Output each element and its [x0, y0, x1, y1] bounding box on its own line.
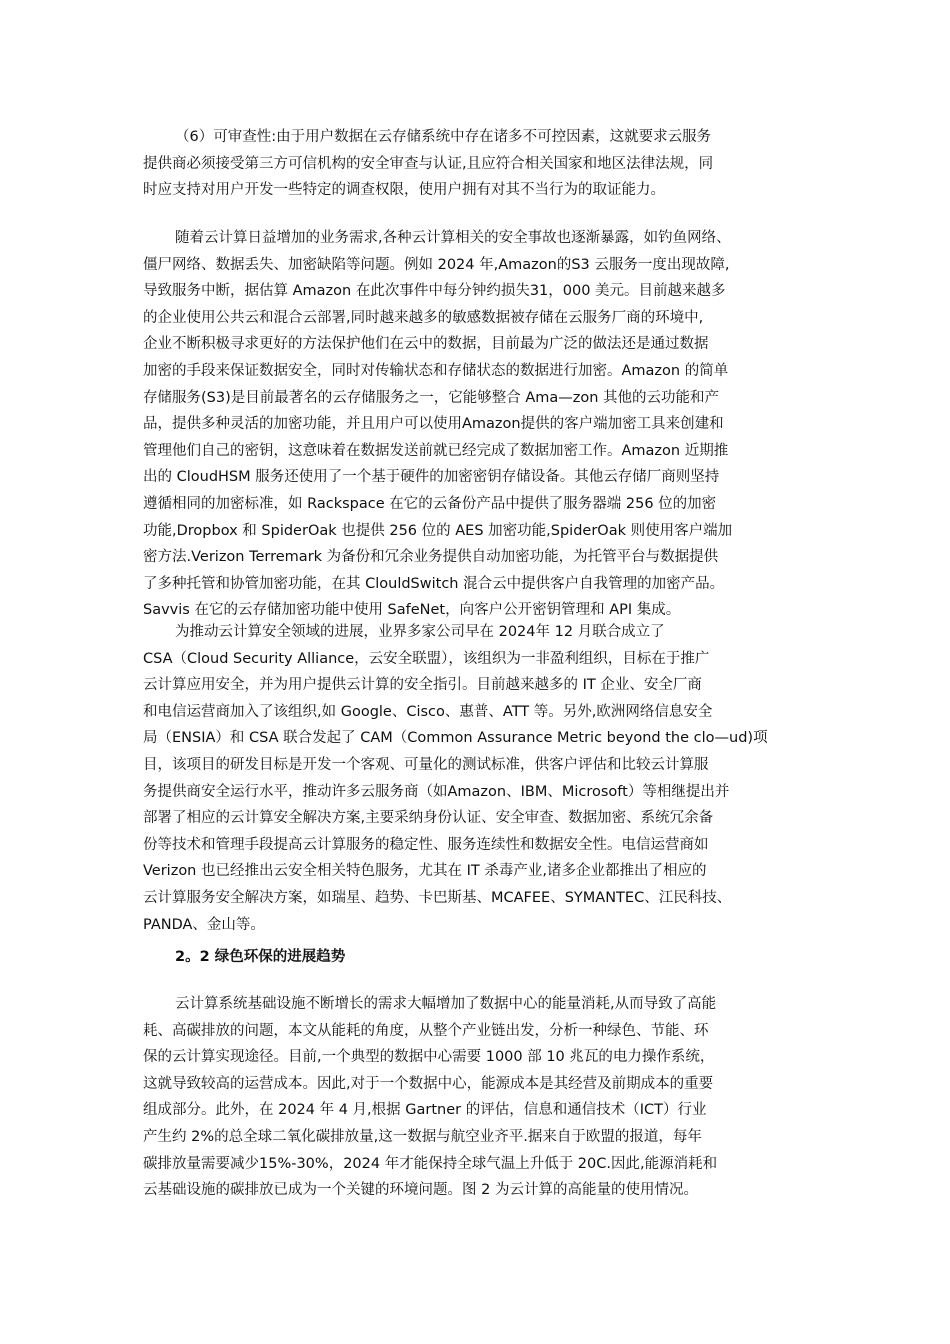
text-line: 功能,Dropbox 和 SpiderOak 也提供 256 位的 AES 加密功能,SpiderOak 则使用客户端加 — [143, 522, 733, 539]
text-line: 务提供商安全运行水平，推动许多云服务商（如Amazon、IBM、Microsoft）等相继提出并 — [143, 783, 730, 800]
text-line: 时应支持对用户开发一些特定的调查权限，使用户拥有对其不当行为的取证能力。 — [143, 182, 665, 199]
text-line: 目，该项目的研发目标是开发一个客观、可量化的测试标准，供客户评估和比较云计算服 — [143, 756, 709, 773]
text-line: 云基础设施的碳排放已成为一个关键的环境问题。图 2 为云计算的高能量的使用情况。 — [143, 1182, 698, 1199]
text-line: Savvis 在它的云存储加密功能中使用 SafeNet，向客户公开密钥管理和 API 集成。 — [143, 602, 681, 619]
paragraph-cloud-security-incidents — [143, 225, 813, 624]
paragraph-csa-alliance — [143, 619, 813, 938]
text-line: 份等技术和管理手段提高云计算服务的稳定性、服务连续性和数据安全性。电信运营商如 — [143, 836, 709, 853]
text-line: 品，提供多种灵活的加密功能，并且用户可以使用Amazon提供的客户端加密工具来创建和 — [143, 416, 724, 433]
text-line: 僵尸网络、数据丢失、加密缺陷等问题。例如 2024 年,Amazon的S3 云服务一度出现故障, — [143, 256, 730, 273]
paragraph-auditability — [143, 124, 813, 204]
text-line: 企业不断积极寻求更好的方法保护他们在云中的数据，目前最为广泛的做法还是通过数据 — [143, 336, 709, 353]
text-line: 组成部分。此外，在 2024 年 4 月,根据 Gartner 的评估，信息和通信技术（ICT）行业 — [143, 1102, 707, 1119]
text-line: 云计算应用安全，并为用户提供云计算的安全指引。目前越来越多的 IT 企业、安全厂商 — [143, 677, 702, 694]
text-line: 密方法.Verizon Terremark 为备份和冗余业务提供自动加密功能，为托管平台与数据提供 — [143, 549, 719, 566]
section-heading: 2。2 绿色环保的进展趋势 — [175, 949, 346, 965]
text-line: 遵循相同的加密标准，如 Rackspace 在它的云备份产品中提供了服务器端 256 位的加密 — [143, 495, 717, 512]
text-line: （6）可审查性:由于用户数据在云存储系统中存在诸多不可控因素，这就要求云服务 — [175, 129, 712, 145]
text-line: 局（ENSIA）和 CSA 联合发起了 CAM（Common Assurance Metric beyond the clo—ud)项 — [143, 730, 768, 747]
text-line: Verizon 也已经推出云安全相关特色服务，尤其在 IT 杀毒产业,诸多企业都推出了相应的 — [143, 863, 707, 880]
text-line: 部署了相应的云计算安全解决方案,主要采纳身份认证、安全审查、数据加密、系统冗余备 — [143, 810, 714, 827]
text-line: 的企业使用公共云和混合云部署,同时越来越多的敏感数据被存储在云服务厂商的环境中, — [143, 309, 704, 326]
paragraph-green-computing — [143, 991, 813, 1204]
text-line: 加密的手段来保证数据安全，同时对传输状态和存储状态的数据进行加密。Amazon 的简单 — [143, 362, 729, 379]
text-line: 和电信运营商加入了该组织,如 Google、Cisco、惠普、ATT 等。另外,欧洲网络信息安全 — [143, 703, 713, 720]
text-line: 保的云计算实现途径。目前,一个典型的数据中心需要 1000 部 10 兆瓦的电力操作系统， — [143, 1049, 715, 1066]
text-line: CSA（Cloud Security Alliance，云安全联盟），该组织为一非盈利组织，目标在于推广 — [143, 650, 710, 667]
text-line: 产生约 2%的总全球二氧化碳排放量,这一数据与航空业齐平.据来自于欧盟的报道，每年 — [143, 1128, 702, 1145]
text-line: 云计算服务安全解决方案，如瑞星、趋势、卡巴斯基、MCAFEE、SYMANTEC、江民科技、 — [143, 889, 732, 906]
text-line: 耗、高碳排放的问题，本文从能耗的角度，从整个产业链出发，分析一种绿色、节能、环 — [143, 1022, 709, 1039]
text-line: PANDA、金山等。 — [143, 916, 265, 933]
text-line: 这就导致较高的运营成本。因此,对于一个数据中心，能源成本是其经营及前期成本的重要 — [143, 1075, 714, 1092]
text-line: 出的 CloudHSM 服务还使用了一个基于硬件的加密密钥存储设备。其他云存储厂商则坚持 — [143, 469, 720, 486]
text-line: 云计算系统基础设施不断增长的需求大幅增加了数据中心的能量消耗,从而导致了高能 — [175, 996, 717, 1012]
text-line: 提供商必须接受第三方可信机构的安全审查与认证,且应符合相关国家和地区法律法规，同 — [143, 155, 714, 172]
text-line: 管理他们自己的密钥，这意味着在数据发送前就已经完成了数据加密工作。Amazon 近期推 — [143, 442, 729, 459]
text-line: 为推动云计算安全领域的进展，业界多家公司早在 2024年 12 月联合成立了 — [175, 624, 665, 640]
text-line: 碳排放量需要减少15%-30%，2024 年才能保持全球气温上升低于 20C.因此,能源消耗和 — [143, 1155, 718, 1172]
text-line: 存储服务(S3)是目前最著名的云存储服务之一，它能够整合 Ama—zon 其他的云功能和产 — [143, 389, 720, 406]
text-line: 导致服务中断，据估算 Amazon 在此次事件中每分钟约损失31，000 美元。目前越来越多 — [143, 283, 726, 300]
text-line: 随着云计算日益增加的业务需求,各种云计算相关的安全事故也逐渐暴露，如钓鱼网络、 — [175, 230, 731, 246]
text-line: 了多种托管和协管加密功能，在其 ClouldSwitch 混合云中提供客户自我管理的加密产品。 — [143, 575, 725, 592]
